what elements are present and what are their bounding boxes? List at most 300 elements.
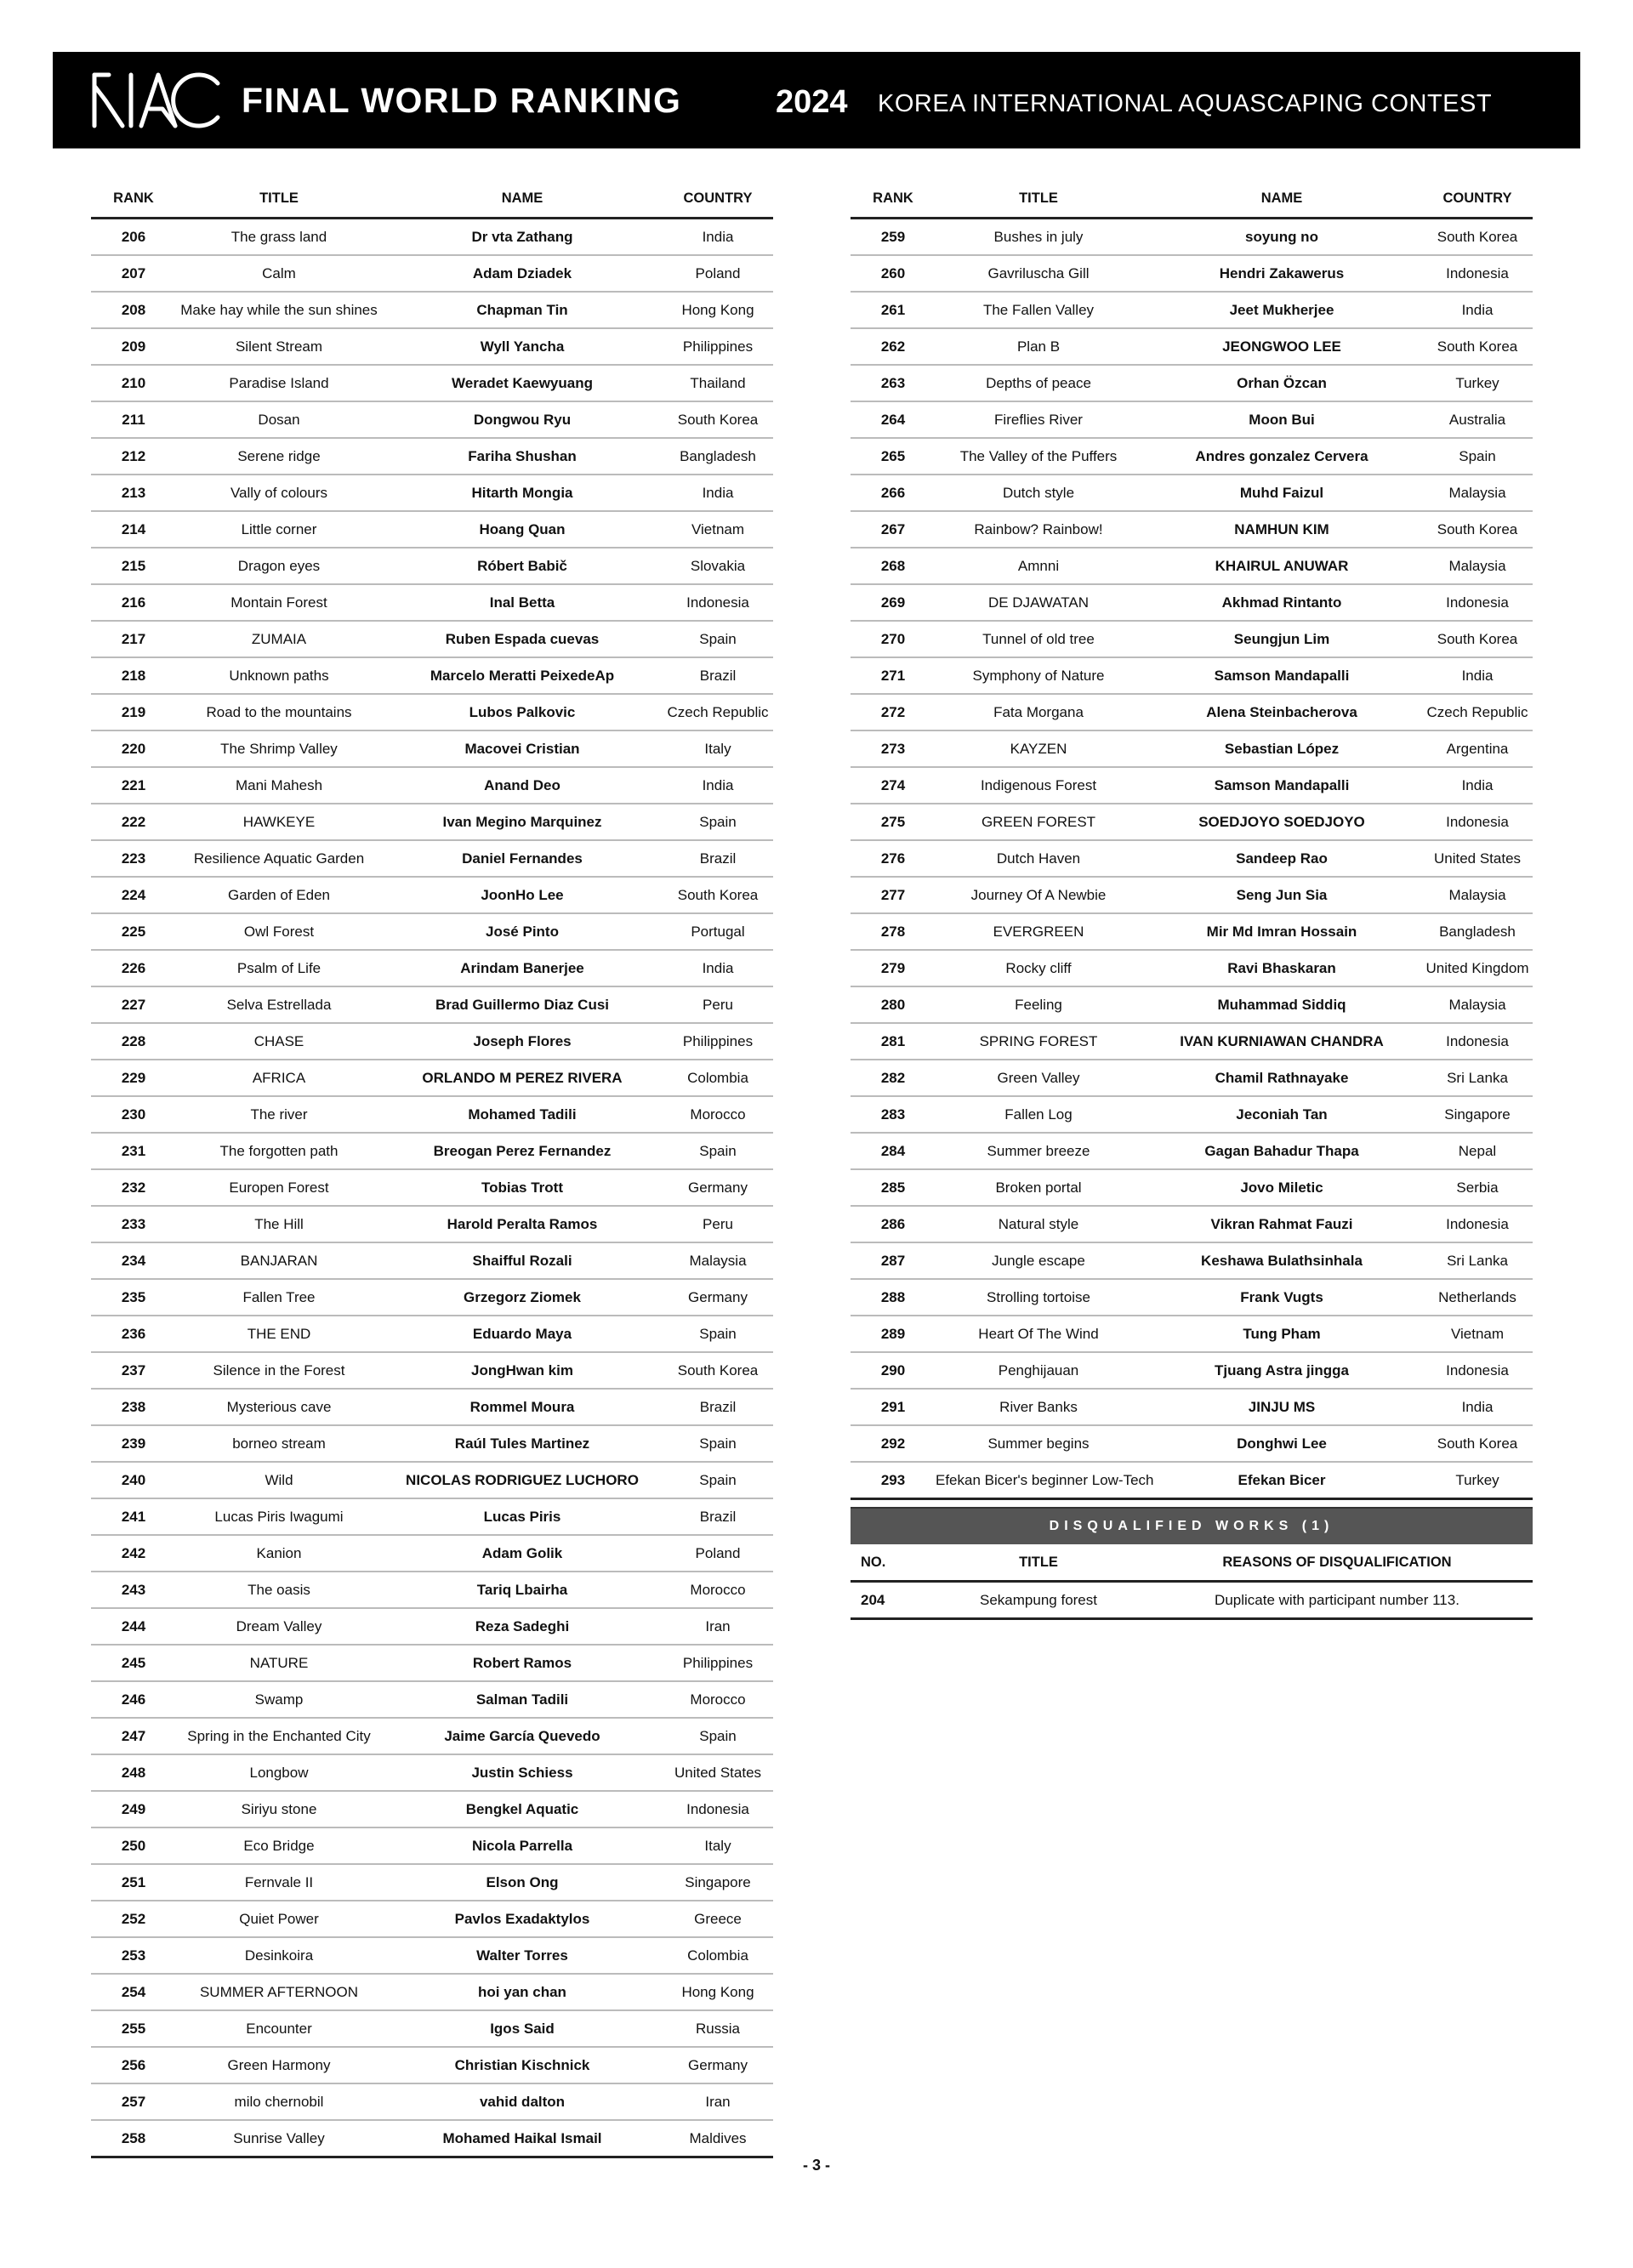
name-cell: Joseph Flores [382, 1023, 663, 1060]
title-cell: Psalm of Life [176, 950, 382, 986]
title-cell: Feeling [936, 986, 1141, 1023]
country-cell: Germany [663, 1169, 773, 1206]
title-cell: Natural style [936, 1206, 1141, 1242]
table-row [91, 1425, 773, 1462]
name-cell: Brad Guillermo Diaz Cusi [382, 986, 663, 1023]
country-cell: India [1422, 1389, 1533, 1425]
rank-cell: 266 [851, 475, 936, 511]
country-cell: Morocco [663, 1572, 773, 1608]
country-cell: Vietnam [663, 511, 773, 548]
contest-name: KOREA INTERNATIONAL AQUASCAPING CONTEST [878, 90, 1493, 117]
title-cell: Serene ridge [176, 438, 382, 475]
table-row [91, 2047, 773, 2083]
name-cell: Efekan Bicer [1141, 1462, 1422, 1499]
name-cell: SOEDJOYO SOEDJOYO [1141, 804, 1422, 840]
table-row [91, 328, 773, 365]
table-row [851, 365, 1533, 401]
rank-cell: 275 [851, 804, 936, 840]
title-cell: Calm [176, 255, 382, 292]
table-row [91, 913, 773, 950]
country-cell: South Korea [1422, 621, 1533, 657]
name-cell: Akhmad Rintanto [1141, 584, 1422, 621]
title-cell: Strolling tortoise [936, 1279, 1141, 1316]
table-row [91, 219, 773, 256]
country-cell: Malaysia [1422, 986, 1533, 1023]
country-cell: Spain [663, 1718, 773, 1754]
title-cell: Eco Bridge [176, 1827, 382, 1864]
name-cell: Jovo Miletic [1141, 1169, 1422, 1206]
rank-cell: 224 [91, 877, 176, 913]
rank-cell: 288 [851, 1279, 936, 1316]
rank-cell: 286 [851, 1206, 936, 1242]
name-cell: JongHwan kim [382, 1352, 663, 1389]
rank-cell: 262 [851, 328, 936, 365]
rank-cell: 236 [91, 1316, 176, 1352]
title-cell: The river [176, 1096, 382, 1133]
country-cell: Sri Lanka [1422, 1060, 1533, 1096]
country-cell: Serbia [1422, 1169, 1533, 1206]
title-cell: Indigenous Forest [936, 767, 1141, 804]
name-cell: Moon Bui [1141, 401, 1422, 438]
table-row [851, 1425, 1533, 1462]
name-cell: Sandeep Rao [1141, 840, 1422, 877]
table-row [851, 840, 1533, 877]
table-row [851, 1096, 1533, 1133]
rank-cell: 210 [91, 365, 176, 401]
table-row [91, 1242, 773, 1279]
title-cell: EVERGREEN [936, 913, 1141, 950]
country-cell: Indonesia [1422, 804, 1533, 840]
table-row [851, 913, 1533, 950]
title-cell: Fallen Tree [176, 1279, 382, 1316]
country-cell: Indonesia [1422, 1352, 1533, 1389]
country-cell: Colombia [663, 1937, 773, 1974]
rank-cell: 228 [91, 1023, 176, 1060]
ranking-table-left [91, 179, 773, 2158]
header-banner [53, 52, 1580, 148]
country-cell: South Korea [663, 1352, 773, 1389]
title-cell: The Shrimp Valley [176, 730, 382, 767]
rank-cell: 293 [851, 1462, 936, 1499]
table-row [91, 1718, 773, 1754]
table-header-row [851, 1544, 1533, 1582]
name-cell: Jeet Mukherjee [1141, 292, 1422, 328]
title-cell: Bushes in july [936, 219, 1141, 256]
table-row [851, 1060, 1533, 1096]
country-cell: Germany [663, 2047, 773, 2083]
country-cell: Czech Republic [663, 694, 773, 730]
country-cell: United States [663, 1754, 773, 1791]
title-cell: Dutch Haven [936, 840, 1141, 877]
country-cell: Malaysia [1422, 475, 1533, 511]
rank-cell: 268 [851, 548, 936, 584]
rank-cell: 255 [91, 2010, 176, 2047]
name-cell: Anand Deo [382, 767, 663, 804]
title-cell: Kanion [176, 1535, 382, 1572]
rank-cell: 219 [91, 694, 176, 730]
title-cell: Little corner [176, 511, 382, 548]
name-cell: Chamil Rathnayake [1141, 1060, 1422, 1096]
name-cell: Arindam Banerjee [382, 950, 663, 986]
name-cell: Samson Mandapalli [1141, 767, 1422, 804]
country-cell: Indonesia [663, 1791, 773, 1827]
title-cell: ZUMAIA [176, 621, 382, 657]
name-cell: Tjuang Astra jingga [1141, 1352, 1422, 1389]
country-cell: Malaysia [1422, 877, 1533, 913]
name-cell: Lubos Palkovic [382, 694, 663, 730]
disqualified-section [851, 1507, 1533, 1620]
name-cell: Chapman Tin [382, 292, 663, 328]
rank-cell: 253 [91, 1937, 176, 1974]
title-cell: Sunrise Valley [176, 2120, 382, 2157]
title-cell: Symphony of Nature [936, 657, 1141, 694]
rank-cell: 254 [91, 1974, 176, 2010]
title-cell: Garden of Eden [176, 877, 382, 913]
rank-cell: 256 [91, 2047, 176, 2083]
rank-cell: 240 [91, 1462, 176, 1498]
rank-cell: 245 [91, 1645, 176, 1681]
rank-cell: 208 [91, 292, 176, 328]
rank-cell: 215 [91, 548, 176, 584]
name-cell: Seng Jun Sia [1141, 877, 1422, 913]
table-row [851, 219, 1533, 256]
country-cell: India [663, 767, 773, 804]
title-cell: Unknown paths [176, 657, 382, 694]
country-cell: Philippines [663, 1023, 773, 1060]
country-cell: Singapore [663, 1864, 773, 1901]
country-cell: Greece [663, 1901, 773, 1937]
country-cell: Spain [663, 1425, 773, 1462]
name-cell: Frank Vugts [1141, 1279, 1422, 1316]
country-cell: Brazil [663, 1498, 773, 1535]
table-row [851, 438, 1533, 475]
name-cell: Ravi Bhaskaran [1141, 950, 1422, 986]
table-row [851, 730, 1533, 767]
rank-cell: 289 [851, 1316, 936, 1352]
name-cell: Lucas Piris [382, 1498, 663, 1535]
name-cell: Walter Torres [382, 1937, 663, 1974]
title-cell: Penghijauan [936, 1352, 1141, 1389]
table-row [91, 1133, 773, 1169]
country-cell: Argentina [1422, 730, 1533, 767]
name-cell: Donghwi Lee [1141, 1425, 1422, 1462]
table-row [91, 1206, 773, 1242]
country-cell: Singapore [1422, 1096, 1533, 1133]
title-cell: The grass land [176, 219, 382, 256]
country-cell: Australia [1422, 401, 1533, 438]
name-cell: Fariha Shushan [382, 438, 663, 475]
title-cell: Jungle escape [936, 1242, 1141, 1279]
rank-cell: 212 [91, 438, 176, 475]
title-cell: milo chernobil [176, 2083, 382, 2120]
title-cell: AFRICA [176, 1060, 382, 1096]
title-cell: Tunnel of old tree [936, 621, 1141, 657]
title-cell: Dream Valley [176, 1608, 382, 1645]
name-cell: Muhd Faizul [1141, 475, 1422, 511]
name-cell: IVAN KURNIAWAN CHANDRA [1141, 1023, 1422, 1060]
table-row [851, 584, 1533, 621]
title-cell: Desinkoira [176, 1937, 382, 1974]
table-row [91, 657, 773, 694]
title-cell: HAWKEYE [176, 804, 382, 840]
name-cell: Muhammad Siddiq [1141, 986, 1422, 1023]
title-cell: Summer begins [936, 1425, 1141, 1462]
country-cell: Russia [663, 2010, 773, 2047]
rank-cell: 244 [91, 1608, 176, 1645]
title-cell: Silent Stream [176, 328, 382, 365]
title-cell: Lucas Piris Iwagumi [176, 1498, 382, 1535]
table-row [91, 438, 773, 475]
name-cell: NICOLAS RODRIGUEZ LUCHORO [382, 1462, 663, 1498]
rank-cell: 273 [851, 730, 936, 767]
table-row [851, 950, 1533, 986]
country-cell: Morocco [663, 1096, 773, 1133]
table-row [851, 657, 1533, 694]
title-cell: Selva Estrellada [176, 986, 382, 1023]
column-header-title: TITLE [176, 179, 382, 219]
column-header-name: NAME [382, 179, 663, 219]
rank-cell: 249 [91, 1791, 176, 1827]
country-cell: Indonesia [1422, 584, 1533, 621]
country-cell: Italy [663, 730, 773, 767]
disqualified-table [851, 1544, 1533, 1620]
name-cell: Gagan Bahadur Thapa [1141, 1133, 1422, 1169]
rank-cell: 276 [851, 840, 936, 877]
table-row [91, 475, 773, 511]
name-cell: Alena Steinbacherova [1141, 694, 1422, 730]
country-cell: Vietnam [1422, 1316, 1533, 1352]
table-row [91, 1827, 773, 1864]
name-cell: Seungjun Lim [1141, 621, 1422, 657]
rank-cell: 221 [91, 767, 176, 804]
rank-cell: 251 [91, 1864, 176, 1901]
name-cell: Dongwou Ryu [382, 401, 663, 438]
table-row [91, 292, 773, 328]
country-cell: Spain [663, 1133, 773, 1169]
table-row [851, 401, 1533, 438]
table-row [91, 730, 773, 767]
country-cell: South Korea [1422, 328, 1533, 365]
table-row [91, 2120, 773, 2157]
country-cell: Turkey [1422, 365, 1533, 401]
name-cell: Keshawa Bulathsinhala [1141, 1242, 1422, 1279]
table-header-row [851, 179, 1533, 219]
country-cell: Czech Republic [1422, 694, 1533, 730]
rank-cell: 235 [91, 1279, 176, 1316]
rank-cell: 292 [851, 1425, 936, 1462]
title-cell: Summer breeze [936, 1133, 1141, 1169]
rank-cell: 282 [851, 1060, 936, 1096]
column-header-reason: REASONS OF DISQUALIFICATION [1141, 1544, 1533, 1582]
rank-cell: 227 [91, 986, 176, 1023]
rank-cell: 291 [851, 1389, 936, 1425]
title-cell: Mysterious cave [176, 1389, 382, 1425]
column-header-title: TITLE [936, 179, 1141, 219]
table-row [91, 255, 773, 292]
name-cell: ORLANDO M PEREZ RIVERA [382, 1060, 663, 1096]
rank-cell: 279 [851, 950, 936, 986]
country-cell: Malaysia [1422, 548, 1533, 584]
country-cell: India [1422, 292, 1533, 328]
table-row [851, 804, 1533, 840]
table-row [91, 1169, 773, 1206]
country-cell: India [663, 950, 773, 986]
title-cell: Swamp [176, 1681, 382, 1718]
name-cell: Mohamed Haikal Ismail [382, 2120, 663, 2157]
name-cell: Hendri Zakawerus [1141, 255, 1422, 292]
title-cell: Vally of colours [176, 475, 382, 511]
column-header-name: NAME [1141, 179, 1422, 219]
table-row [91, 804, 773, 840]
title-cell: The Fallen Valley [936, 292, 1141, 328]
title-cell: KAYZEN [936, 730, 1141, 767]
title-cell: Quiet Power [176, 1901, 382, 1937]
contest-year: 2024 [776, 84, 848, 120]
name-cell: Elson Ong [382, 1864, 663, 1901]
column-header-country: COUNTRY [1422, 179, 1533, 219]
dq-reason: Duplicate with participant number 113. [1141, 1582, 1533, 1619]
table-row [91, 1681, 773, 1718]
table-row [851, 877, 1533, 913]
table-row [91, 1535, 773, 1572]
rank-cell: 214 [91, 511, 176, 548]
country-cell: Nepal [1422, 1133, 1533, 1169]
country-cell: Italy [663, 1827, 773, 1864]
rank-cell: 281 [851, 1023, 936, 1060]
name-cell: JEONGWOO LEE [1141, 328, 1422, 365]
table-row [91, 1754, 773, 1791]
title-cell: SUMMER AFTERNOON [176, 1974, 382, 2010]
column-header-country: COUNTRY [663, 179, 773, 219]
country-cell: Philippines [663, 328, 773, 365]
title-cell: BANJARAN [176, 1242, 382, 1279]
name-cell: Grzegorz Ziomek [382, 1279, 663, 1316]
name-cell: Shaifful Rozali [382, 1242, 663, 1279]
table-header-row [91, 179, 773, 219]
table-row [91, 694, 773, 730]
rank-cell: 287 [851, 1242, 936, 1279]
table-row [851, 1352, 1533, 1389]
rank-cell: 209 [91, 328, 176, 365]
country-cell: Thailand [663, 365, 773, 401]
title-cell: Longbow [176, 1754, 382, 1791]
rank-cell: 232 [91, 1169, 176, 1206]
name-cell: Adam Dziadek [382, 255, 663, 292]
rank-cell: 242 [91, 1535, 176, 1572]
rank-cell: 238 [91, 1389, 176, 1425]
rank-cell: 216 [91, 584, 176, 621]
rank-cell: 222 [91, 804, 176, 840]
name-cell: Bengkel Aquatic [382, 1791, 663, 1827]
rank-cell: 259 [851, 219, 936, 256]
name-cell: Raúl Tules Martinez [382, 1425, 663, 1462]
name-cell: Hoang Quan [382, 511, 663, 548]
country-cell: Colombia [663, 1060, 773, 1096]
table-row [851, 475, 1533, 511]
country-cell: Sri Lanka [1422, 1242, 1533, 1279]
rank-cell: 207 [91, 255, 176, 292]
disqualified-heading: DISQUALIFIED WORKS (1) [851, 1507, 1533, 1544]
name-cell: Daniel Fernandes [382, 840, 663, 877]
country-cell: India [663, 219, 773, 256]
country-cell: India [1422, 657, 1533, 694]
name-cell: KHAIRUL ANUWAR [1141, 548, 1422, 584]
column-header-no: NO. [851, 1544, 936, 1582]
table-row [91, 2083, 773, 2120]
rank-cell: 283 [851, 1096, 936, 1133]
title-cell: Dosan [176, 401, 382, 438]
rank-cell: 248 [91, 1754, 176, 1791]
country-cell: Iran [663, 2083, 773, 2120]
rank-cell: 246 [91, 1681, 176, 1718]
country-cell: Malaysia [663, 1242, 773, 1279]
country-cell: Peru [663, 1206, 773, 1242]
name-cell: Tobias Trott [382, 1169, 663, 1206]
ranking-table-right [851, 179, 1533, 1500]
title-cell: Efekan Bicer's beginner Low-Tech [936, 1462, 1141, 1499]
table-row [851, 1462, 1533, 1499]
table-row [91, 877, 773, 913]
title-cell: Green Valley [936, 1060, 1141, 1096]
rank-cell: 234 [91, 1242, 176, 1279]
rank-cell: 269 [851, 584, 936, 621]
name-cell: vahid dalton [382, 2083, 663, 2120]
title-cell: Green Harmony [176, 2047, 382, 2083]
title-cell: Fireflies River [936, 401, 1141, 438]
rank-cell: 284 [851, 1133, 936, 1169]
rank-cell: 277 [851, 877, 936, 913]
title-cell: Fernvale II [176, 1864, 382, 1901]
country-cell: Morocco [663, 1681, 773, 1718]
country-cell: South Korea [663, 401, 773, 438]
rank-cell: 252 [91, 1901, 176, 1937]
table-row [91, 1096, 773, 1133]
country-cell: Slovakia [663, 548, 773, 584]
table-row [91, 1791, 773, 1827]
name-cell: Sebastian López [1141, 730, 1422, 767]
name-cell: Adam Golik [382, 1535, 663, 1572]
title-cell: Europen Forest [176, 1169, 382, 1206]
table-row [851, 1316, 1533, 1352]
table-row [851, 1169, 1533, 1206]
table-row [91, 2010, 773, 2047]
table-row [91, 548, 773, 584]
title-cell: THE END [176, 1316, 382, 1352]
name-cell: Marcelo Meratti PeixedeAp [382, 657, 663, 694]
table-row [91, 1316, 773, 1352]
name-cell: Orhan Özcan [1141, 365, 1422, 401]
table-row [91, 1937, 773, 1974]
title-cell: GREEN FOREST [936, 804, 1141, 840]
title-cell: River Banks [936, 1389, 1141, 1425]
rank-cell: 271 [851, 657, 936, 694]
country-cell: Indonesia [1422, 255, 1533, 292]
country-cell: India [1422, 767, 1533, 804]
country-cell: Spain [663, 1316, 773, 1352]
title-cell: Dragon eyes [176, 548, 382, 584]
title-cell: Silence in the Forest [176, 1352, 382, 1389]
table-row [91, 1462, 773, 1498]
country-cell: Spain [1422, 438, 1533, 475]
rank-cell: 264 [851, 401, 936, 438]
name-cell: JINJU MS [1141, 1389, 1422, 1425]
name-cell: Eduardo Maya [382, 1316, 663, 1352]
title-cell: Heart Of The Wind [936, 1316, 1141, 1352]
title-cell: Fata Morgana [936, 694, 1141, 730]
table-row [91, 1901, 773, 1937]
rank-cell: 272 [851, 694, 936, 730]
country-cell: Brazil [663, 657, 773, 694]
